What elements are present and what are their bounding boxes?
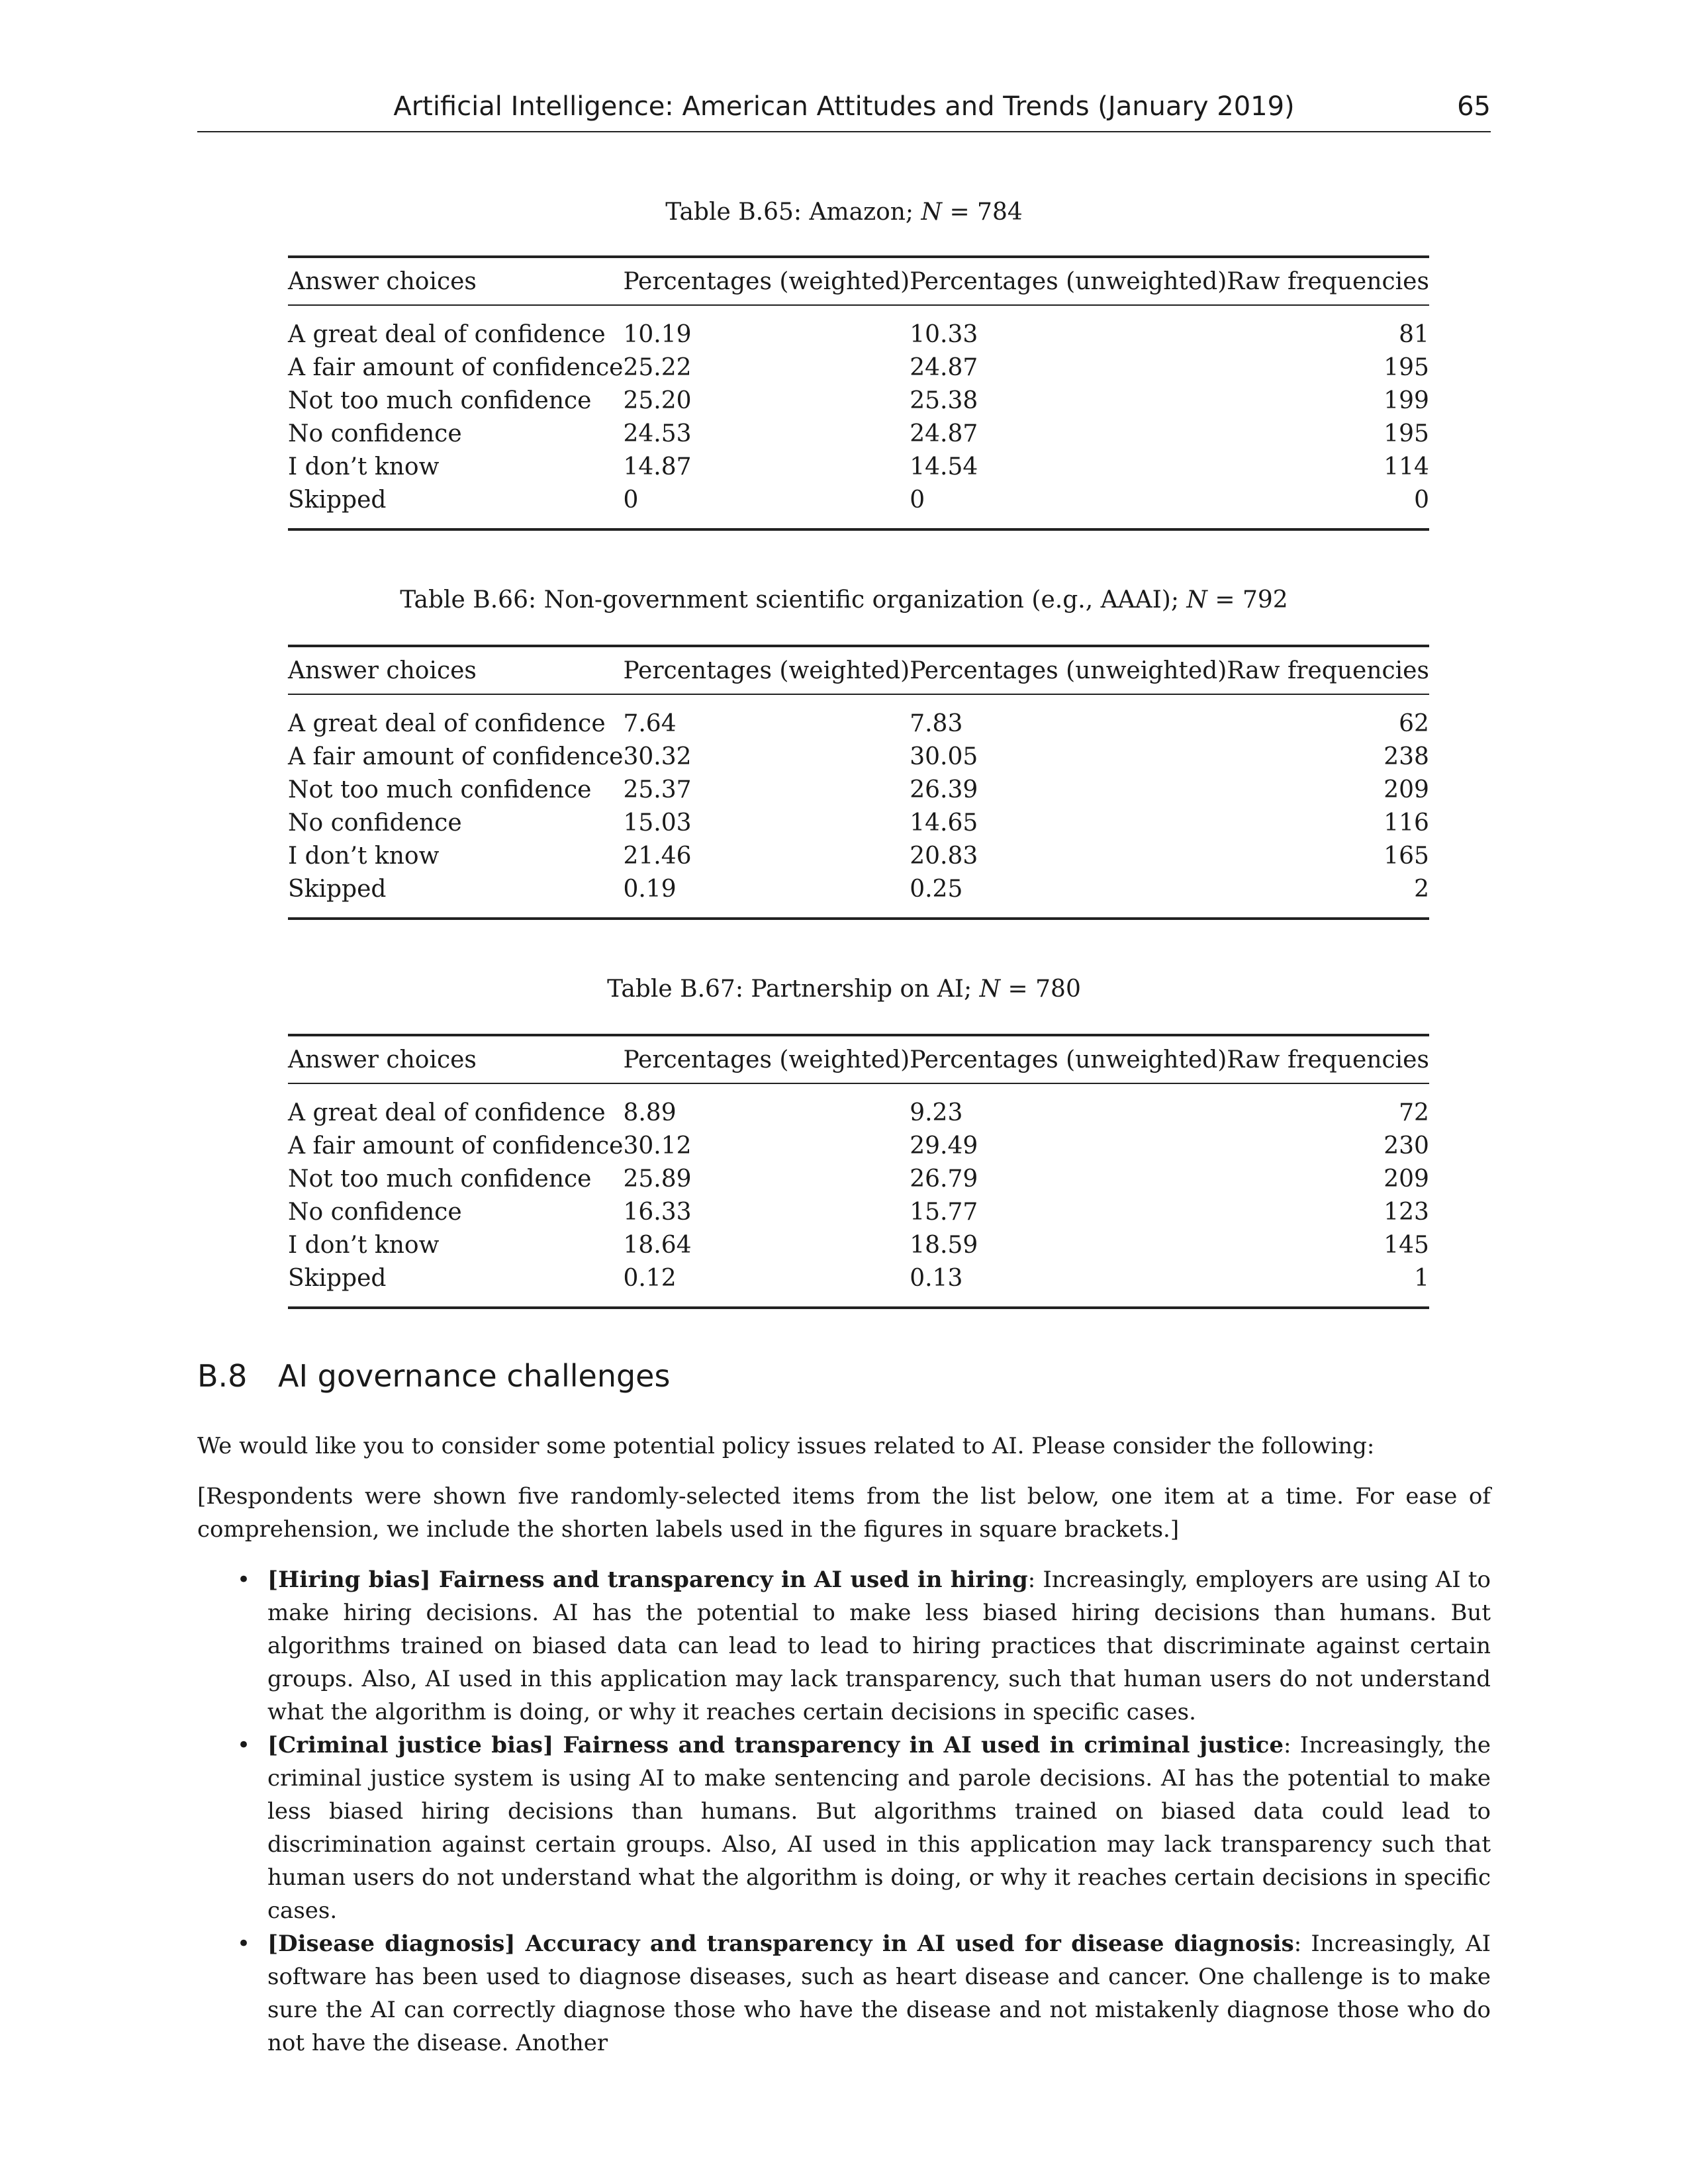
weighted-cell: 15.03	[623, 809, 692, 837]
raw-cell: 195	[1383, 420, 1429, 447]
weighted-cell: 14.87	[623, 453, 692, 480]
unweighted-cell: 26.79	[910, 1165, 978, 1193]
column-header: Percentages (weighted)	[623, 657, 910, 684]
unweighted-cell: 29.49	[910, 1132, 978, 1160]
answer-cell: Skipped	[288, 1264, 387, 1292]
table-row	[288, 450, 1429, 483]
raw-cell: 114	[1383, 453, 1429, 480]
table-caption: Table B.65: Amazon; N = 784	[665, 199, 1023, 226]
weighted-cell: 0.12	[623, 1264, 677, 1292]
column-header: Percentages (unweighted)	[910, 267, 1227, 295]
unweighted-cell: 9.23	[910, 1099, 963, 1126]
bullet-icon: •	[237, 1567, 251, 1593]
unweighted-cell: 25.38	[910, 387, 978, 414]
raw-cell: 81	[1399, 320, 1429, 348]
raw-cell: 230	[1383, 1132, 1429, 1160]
answer-cell: Skipped	[288, 875, 387, 903]
table-row	[288, 417, 1429, 450]
item-text: : Increasingly, AI software has been used to diagnose diseases, such as heart disease and cancer. One challenge is to make sure the AI can correctly diagnose those who have the disease and not mistakenly diagnose those who do not have the disease. Another	[267, 1931, 1491, 2056]
table-row	[288, 839, 1429, 872]
table-row	[288, 1261, 1429, 1308]
section-title: AI governance challenges	[278, 1358, 671, 1394]
answer-cell: No confidence	[288, 1198, 462, 1226]
item-label: [Hiring bias] Fairness and transparency in AI used in hiring	[267, 1567, 1028, 1593]
table-row	[288, 1195, 1429, 1228]
table-row	[288, 483, 1429, 529]
answer-cell: Not too much confidence	[288, 1165, 592, 1193]
table-caption: Table B.67: Partnership on AI; N = 780	[607, 976, 1081, 1003]
unweighted-cell: 20.83	[910, 842, 978, 870]
unweighted-cell: 0.25	[910, 875, 963, 903]
raw-cell: 209	[1383, 1165, 1429, 1193]
bullet-icon: •	[237, 1931, 251, 1957]
table-row	[288, 773, 1429, 806]
intro-paragraph: We would like you to consider some potential policy issues related to AI. Please consider the following:	[197, 1433, 1375, 1459]
unweighted-cell: 15.77	[910, 1198, 978, 1226]
answer-cell: Not too much confidence	[288, 387, 592, 414]
table-row	[288, 872, 1429, 919]
answer-cell: A fair amount of confidence	[288, 743, 624, 770]
answer-cell: A great deal of confidence	[288, 1099, 606, 1126]
unweighted-cell: 10.33	[910, 320, 978, 348]
section-heading	[197, 1358, 670, 1394]
column-header: Answer choices	[288, 267, 477, 295]
note-paragraph: [Respondents were shown five randomly-selected items from the list below, one item at a time. For ease of comprehension, we include the shorten labels used in the figures in square brackets.]	[197, 1483, 1491, 1543]
weighted-cell: 0.19	[623, 875, 677, 903]
column-header: Percentages (weighted)	[623, 1046, 910, 1073]
weighted-cell: 25.20	[623, 387, 692, 414]
table-header-row	[288, 257, 1429, 305]
raw-cell: 195	[1383, 353, 1429, 381]
weighted-cell: 25.37	[623, 776, 692, 803]
table-row	[288, 1083, 1429, 1129]
answer-cell: A fair amount of confidence	[288, 1132, 624, 1160]
answer-cell: No confidence	[288, 809, 462, 837]
unweighted-cell: 26.39	[910, 776, 978, 803]
raw-cell: 209	[1383, 776, 1429, 803]
weighted-cell: 0	[623, 486, 639, 514]
table-caption: Table B.66: Non-government scientific organization (e.g., AAAI); N = 792	[400, 586, 1288, 614]
unweighted-cell: 24.87	[910, 353, 978, 381]
item-label: [Disease diagnosis] Accuracy and transparency in AI used for disease diagnosis	[267, 1931, 1294, 1957]
answer-cell: I don’t know	[288, 842, 440, 870]
running-header	[197, 91, 1491, 132]
column-header: Percentages (weighted)	[623, 267, 910, 295]
answer-cell: I don’t know	[288, 453, 440, 480]
raw-cell: 165	[1383, 842, 1429, 870]
table-header-row	[288, 646, 1429, 694]
answer-cell: Not too much confidence	[288, 776, 592, 803]
raw-cell: 1	[1414, 1264, 1429, 1292]
data-table	[288, 255, 1429, 531]
list-item	[197, 1563, 1491, 1729]
weighted-cell: 7.64	[623, 709, 677, 737]
raw-cell: 2	[1414, 875, 1429, 903]
answer-cell: No confidence	[288, 420, 462, 447]
column-header: Raw frequencies	[1227, 657, 1429, 684]
item-label: [Criminal justice bias] Fairness and transparency in AI used in criminal justice	[267, 1732, 1284, 1758]
table-header-row	[288, 1035, 1429, 1083]
weighted-cell: 24.53	[623, 420, 692, 447]
weighted-cell: 25.22	[623, 353, 692, 381]
weighted-cell: 30.12	[623, 1132, 692, 1160]
section-number: B.8	[197, 1358, 248, 1394]
running-title: Artificial Intelligence: American Attitudes and Trends (January 2019)	[393, 91, 1295, 122]
item-text: : Increasingly, the criminal justice system is using AI to make sentencing and parole decisions. AI has the potential to make less biased hiring decisions than humans. But algorithms trained on biased data could lead to discrimination against certain groups. Also, AI used in this application may lack transparency such that human users do not understand what the algorithm is doing, or why it reaches certain decisions in specific cases.	[267, 1732, 1491, 1924]
unweighted-cell: 24.87	[910, 420, 978, 447]
table-row	[288, 351, 1429, 384]
raw-cell: 0	[1414, 486, 1429, 514]
weighted-cell: 30.32	[623, 743, 692, 770]
raw-cell: 123	[1383, 1198, 1429, 1226]
table-row	[288, 806, 1429, 839]
unweighted-cell: 14.54	[910, 453, 978, 480]
answer-cell: Skipped	[288, 486, 387, 514]
table-row	[288, 740, 1429, 773]
raw-cell: 62	[1399, 709, 1429, 737]
column-header: Percentages (unweighted)	[910, 1046, 1227, 1073]
data-table	[288, 1034, 1429, 1309]
table-row	[288, 305, 1429, 351]
unweighted-cell: 0	[910, 486, 925, 514]
weighted-cell: 21.46	[623, 842, 692, 870]
item-text: : Increasingly, employers are using AI to make hiring decisions. AI has the potential to make less biased hiring decisions than humans. But algorithms trained on biased data can lead to lead to hiring practices that discriminate against certain groups. Also, AI used in this application may lack transparency, such that human users do not understand what the algorithm is doing, or why it reaches certain decisions in specific cases.	[267, 1567, 1491, 1725]
raw-cell: 199	[1383, 387, 1429, 414]
answer-cell: A great deal of confidence	[288, 709, 606, 737]
unweighted-cell: 14.65	[910, 809, 978, 837]
list-item	[197, 1729, 1491, 1927]
policy-issue-list	[197, 1563, 1491, 2060]
answer-cell: A great deal of confidence	[288, 320, 606, 348]
table-row	[288, 694, 1429, 740]
raw-cell: 145	[1383, 1231, 1429, 1259]
column-header: Answer choices	[288, 657, 477, 684]
weighted-cell: 16.33	[623, 1198, 692, 1226]
bullet-icon: •	[237, 1732, 251, 1758]
raw-cell: 238	[1383, 743, 1429, 770]
list-item	[197, 1927, 1491, 2060]
weighted-cell: 10.19	[623, 320, 692, 348]
column-header: Raw frequencies	[1227, 267, 1429, 295]
unweighted-cell: 30.05	[910, 743, 978, 770]
weighted-cell: 18.64	[623, 1231, 692, 1259]
data-table	[288, 645, 1429, 920]
raw-cell: 116	[1383, 809, 1429, 837]
raw-cell: 72	[1399, 1099, 1429, 1126]
unweighted-cell: 18.59	[910, 1231, 978, 1259]
table-row	[288, 1228, 1429, 1261]
table-row	[288, 384, 1429, 417]
weighted-cell: 8.89	[623, 1099, 677, 1126]
weighted-cell: 25.89	[623, 1165, 692, 1193]
answer-cell: I don’t know	[288, 1231, 440, 1259]
table-row	[288, 1129, 1429, 1162]
column-header: Raw frequencies	[1227, 1046, 1429, 1073]
column-header: Percentages (unweighted)	[910, 657, 1227, 684]
table-row	[288, 1162, 1429, 1195]
unweighted-cell: 0.13	[910, 1264, 963, 1292]
page-number: 65	[1457, 91, 1491, 122]
unweighted-cell: 7.83	[910, 709, 963, 737]
column-header: Answer choices	[288, 1046, 477, 1073]
answer-cell: A fair amount of confidence	[288, 353, 624, 381]
